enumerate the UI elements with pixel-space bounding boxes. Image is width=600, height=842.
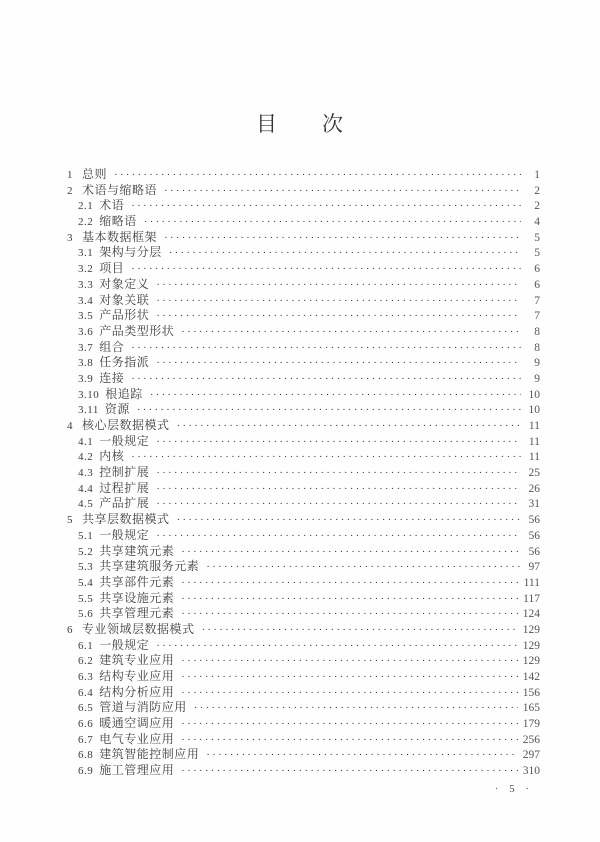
toc-entry (0, 402, 540, 418)
toc-entry-title: 建筑专业应用 (99, 653, 175, 668)
toc-entry-title: 一般规定 (99, 637, 150, 652)
dot-leader (156, 496, 521, 513)
dot-leader (131, 449, 521, 466)
toc-entry-title: 一般规定 (99, 433, 150, 448)
toc-entry-page: 5 (534, 247, 540, 260)
toc-entry-page: 56 (528, 529, 540, 542)
toc-entry-number: 3.6 (78, 325, 94, 338)
toc-entry (0, 371, 540, 387)
toc-entry-number: 6.3 (78, 671, 94, 683)
toc-entry (0, 747, 540, 763)
toc-entry-title: 共享建筑服务元素 (99, 559, 200, 574)
dot-leader (181, 685, 517, 702)
toc-entry-number: 5.6 (78, 608, 94, 621)
toc-entry-page: 5 (534, 231, 540, 244)
toc-entry (0, 434, 540, 450)
toc-entry-page: 11 (528, 435, 540, 448)
dot-leader (181, 324, 521, 341)
toc-entry-number: 5.2 (78, 545, 94, 558)
toc-entry (0, 387, 540, 403)
dot-leader (144, 214, 521, 231)
toc-entry-title: 产品扩展 (99, 496, 150, 511)
toc-entry-title: 总则 (82, 167, 108, 181)
toc-entry-title: 一般规定 (99, 527, 150, 542)
dot-leader (156, 277, 521, 294)
dot-leader (150, 387, 521, 404)
dot-leader (181, 653, 517, 670)
toc-entry-number: 3.8 (78, 357, 94, 370)
toc-entry-page: 7 (534, 310, 540, 323)
page-title: 目 次 (256, 112, 344, 136)
toc-entry-page: 31 (528, 498, 540, 511)
toc-entry-number: 5.5 (78, 592, 94, 605)
toc-entry (0, 230, 540, 246)
toc-entry-number: 4.1 (78, 435, 94, 448)
dot-leader (114, 167, 521, 184)
toc-entry-number: 4.5 (78, 498, 94, 511)
toc-entry-number: 6.2 (78, 655, 94, 668)
toc-entry (0, 293, 540, 309)
toc-entry-title: 过程扩展 (99, 480, 150, 495)
toc-entry-page: 124 (522, 608, 540, 621)
toc-entry-number: 4 (67, 420, 73, 432)
dot-leader (202, 622, 518, 639)
toc-entry-number: 6.7 (78, 733, 94, 746)
toc-entry (0, 308, 540, 324)
toc-entry-number: 3.1 (78, 247, 94, 260)
dot-leader (131, 261, 521, 278)
dot-leader (131, 371, 521, 388)
toc-entry-page: 26 (528, 482, 540, 495)
toc-entry-number: 6.8 (78, 749, 94, 762)
dot-leader (181, 763, 517, 780)
toc-entry (0, 716, 540, 732)
toc-entry-number: 2 (67, 184, 73, 197)
toc-entry-page: 7 (534, 294, 540, 307)
toc-entry-number: 5 (67, 514, 73, 527)
toc-entry-title: 控制扩展 (99, 465, 150, 480)
dot-leader (177, 512, 521, 529)
toc-entry-number: 4.3 (78, 467, 94, 480)
toc-entry-title: 架构与分层 (99, 245, 162, 260)
toc-entry-page: 8 (534, 341, 540, 354)
toc-entry (0, 355, 540, 371)
toc-entry-number: 1 (67, 169, 73, 181)
toc-entry (0, 340, 540, 356)
dot-leader (156, 308, 521, 325)
toc-entry-page: 2 (534, 200, 540, 213)
toc-entry-number: 3.3 (78, 278, 94, 291)
toc-entry (0, 653, 540, 669)
toc-entry-title: 连接 (99, 370, 125, 385)
toc-entry-page: 142 (522, 671, 540, 683)
toc-entry-number: 6.6 (78, 718, 94, 731)
toc-entry-page: 10 (528, 404, 540, 417)
dot-leader (156, 434, 521, 451)
toc-entry-title: 对象定义 (99, 276, 150, 291)
toc-entry-title: 管道与消防应用 (99, 700, 187, 715)
toc-entry (0, 528, 540, 544)
toc-entry-number: 6.1 (78, 639, 94, 652)
toc-entry (0, 622, 540, 638)
toc-entry-title: 术语 (99, 198, 125, 213)
toc-entry (0, 277, 540, 293)
toc-entry-title: 共享管理元素 (99, 606, 175, 621)
dot-leader (137, 402, 521, 419)
toc-entry (0, 575, 540, 591)
toc-entry-page: 256 (522, 733, 540, 746)
toc-entry-title: 任务指派 (99, 355, 150, 370)
dot-leader (181, 606, 517, 623)
toc-entry-number: 3.5 (78, 310, 94, 323)
toc-entry-title: 结构专业应用 (99, 669, 175, 683)
toc-entry-title: 结构分析应用 (99, 684, 175, 699)
toc-entry (0, 214, 540, 230)
toc-entry (0, 261, 540, 277)
toc-entry-page: 56 (528, 545, 540, 558)
toc-entry-page: 129 (522, 623, 540, 636)
toc-entry-title: 共享建筑元素 (99, 543, 175, 558)
dot-leader (206, 747, 517, 764)
dot-leader (181, 669, 517, 686)
toc-entry-page: 6 (534, 278, 540, 291)
toc-entry-title: 资源 (104, 402, 130, 417)
dot-leader (181, 591, 518, 608)
toc-entry-number: 6 (67, 623, 73, 636)
toc-entry (0, 465, 540, 481)
dot-leader (206, 559, 521, 576)
toc-entry-number: 3.11 (78, 404, 99, 417)
toc-entry (0, 669, 540, 685)
toc-entry-number: 5.4 (78, 576, 94, 589)
toc-entry (0, 700, 540, 716)
dot-leader (156, 528, 521, 545)
toc-entry (0, 685, 540, 701)
dot-leader (181, 575, 518, 592)
dot-leader (194, 700, 518, 717)
toc-entry-page: 9 (534, 357, 540, 370)
dot-leader (164, 183, 521, 200)
dot-leader (177, 418, 521, 435)
toc-entry-title: 内核 (99, 449, 125, 464)
toc-entry (0, 245, 540, 261)
toc-entry-title: 对象关联 (99, 292, 150, 307)
toc-entry (0, 198, 540, 214)
toc-entry (0, 481, 540, 497)
toc-entry-page: 2 (534, 184, 540, 197)
dot-leader (156, 465, 521, 482)
toc-entry-page: 10 (528, 388, 540, 401)
toc-entry-page: 111 (523, 576, 540, 589)
toc-entry (0, 544, 540, 560)
dot-leader (156, 638, 517, 655)
toc-entry-page: 11 (528, 420, 540, 432)
toc-entry-title: 专业领域层数据模式 (82, 621, 195, 636)
toc-entry-number: 6.9 (78, 765, 94, 778)
dot-leader (156, 481, 521, 498)
toc-entry-number: 3.2 (78, 263, 94, 276)
dot-leader (156, 293, 521, 310)
dot-leader (131, 340, 521, 357)
toc-entry-page: 6 (534, 263, 540, 276)
toc-entry-title: 暖通空调应用 (99, 716, 175, 731)
toc-entry-page: 4 (534, 216, 540, 229)
toc-entry-number: 3.9 (78, 372, 94, 385)
toc-entry-page: 11 (528, 451, 540, 464)
dot-leader (156, 355, 521, 372)
toc-entry (0, 183, 540, 199)
toc-entry (0, 638, 540, 654)
toc-entry-title: 建筑智能控制应用 (99, 747, 200, 762)
toc-entry-title: 术语与缩略语 (82, 182, 158, 197)
toc-entry-number: 6.5 (78, 702, 94, 715)
toc-entry-number: 6.4 (78, 686, 94, 699)
toc-entry-title: 施工管理应用 (99, 763, 175, 778)
toc-entry-number: 2.2 (78, 216, 94, 229)
toc-entry-title: 产品形状 (99, 308, 150, 323)
toc-entry-number: 5.1 (78, 529, 94, 542)
toc-entry-page: 56 (528, 514, 540, 527)
toc-entry-page: 179 (522, 718, 540, 731)
toc-entry-page: 156 (522, 686, 540, 699)
toc-entry (0, 559, 540, 575)
toc-entry-number: 2.1 (78, 200, 94, 213)
toc-entry (0, 763, 540, 779)
toc-entry (0, 732, 540, 748)
toc-entry (0, 418, 540, 434)
toc-entry-number: 3.7 (78, 341, 94, 354)
toc-entry-number: 4.4 (78, 482, 94, 495)
toc-entry (0, 324, 540, 340)
dot-leader (181, 716, 517, 733)
toc-entry-title: 组合 (99, 339, 125, 354)
toc-entry-page: 117 (523, 592, 540, 605)
toc-entry-number: 4.2 (78, 451, 94, 464)
dot-leader (169, 245, 521, 262)
toc-entry-page: 1 (534, 169, 540, 181)
toc-entry-number: 3 (67, 231, 73, 244)
toc-entry (0, 591, 540, 607)
toc-entry-title: 共享层数据模式 (82, 512, 170, 527)
toc-entry-page: 129 (522, 639, 540, 652)
toc-entry-page: 8 (534, 325, 540, 338)
toc-entry-title: 共享部件元素 (99, 574, 175, 589)
toc-entry-page: 310 (522, 765, 540, 778)
toc-entry-number: 3.10 (78, 388, 100, 401)
toc-entry (0, 606, 540, 622)
toc-entry-title: 根追踪 (105, 386, 143, 401)
toc-entry-page: 129 (522, 655, 540, 668)
toc-entry-title: 产品类型形状 (99, 323, 175, 338)
toc-entry (0, 167, 540, 183)
dot-leader (131, 198, 521, 215)
toc-entry (0, 449, 540, 465)
toc-entry-page: 165 (522, 702, 540, 715)
toc-list (0, 167, 540, 779)
dot-leader (164, 230, 521, 247)
toc-entry (0, 496, 540, 512)
toc-entry-page: 297 (522, 749, 540, 762)
toc-entry-number: 3.4 (78, 294, 94, 307)
toc-entry-page: 97 (528, 561, 540, 574)
toc-entry (0, 512, 540, 528)
toc-entry-page: 25 (528, 467, 540, 480)
footer-page-number: · 5 · (494, 783, 530, 795)
toc-entry-number: 5.3 (78, 561, 94, 574)
toc-entry-title: 项目 (99, 261, 125, 276)
toc-entry-title: 基本数据框架 (82, 229, 158, 244)
toc-entry-title: 缩略语 (99, 214, 137, 229)
toc-entry-page: 9 (534, 372, 540, 385)
dot-leader (181, 544, 521, 561)
toc-entry-title: 共享设施元素 (99, 590, 175, 605)
dot-leader (181, 732, 517, 749)
toc-entry-title: 核心层数据模式 (82, 418, 170, 432)
toc-entry-title: 电气专业应用 (99, 731, 175, 746)
